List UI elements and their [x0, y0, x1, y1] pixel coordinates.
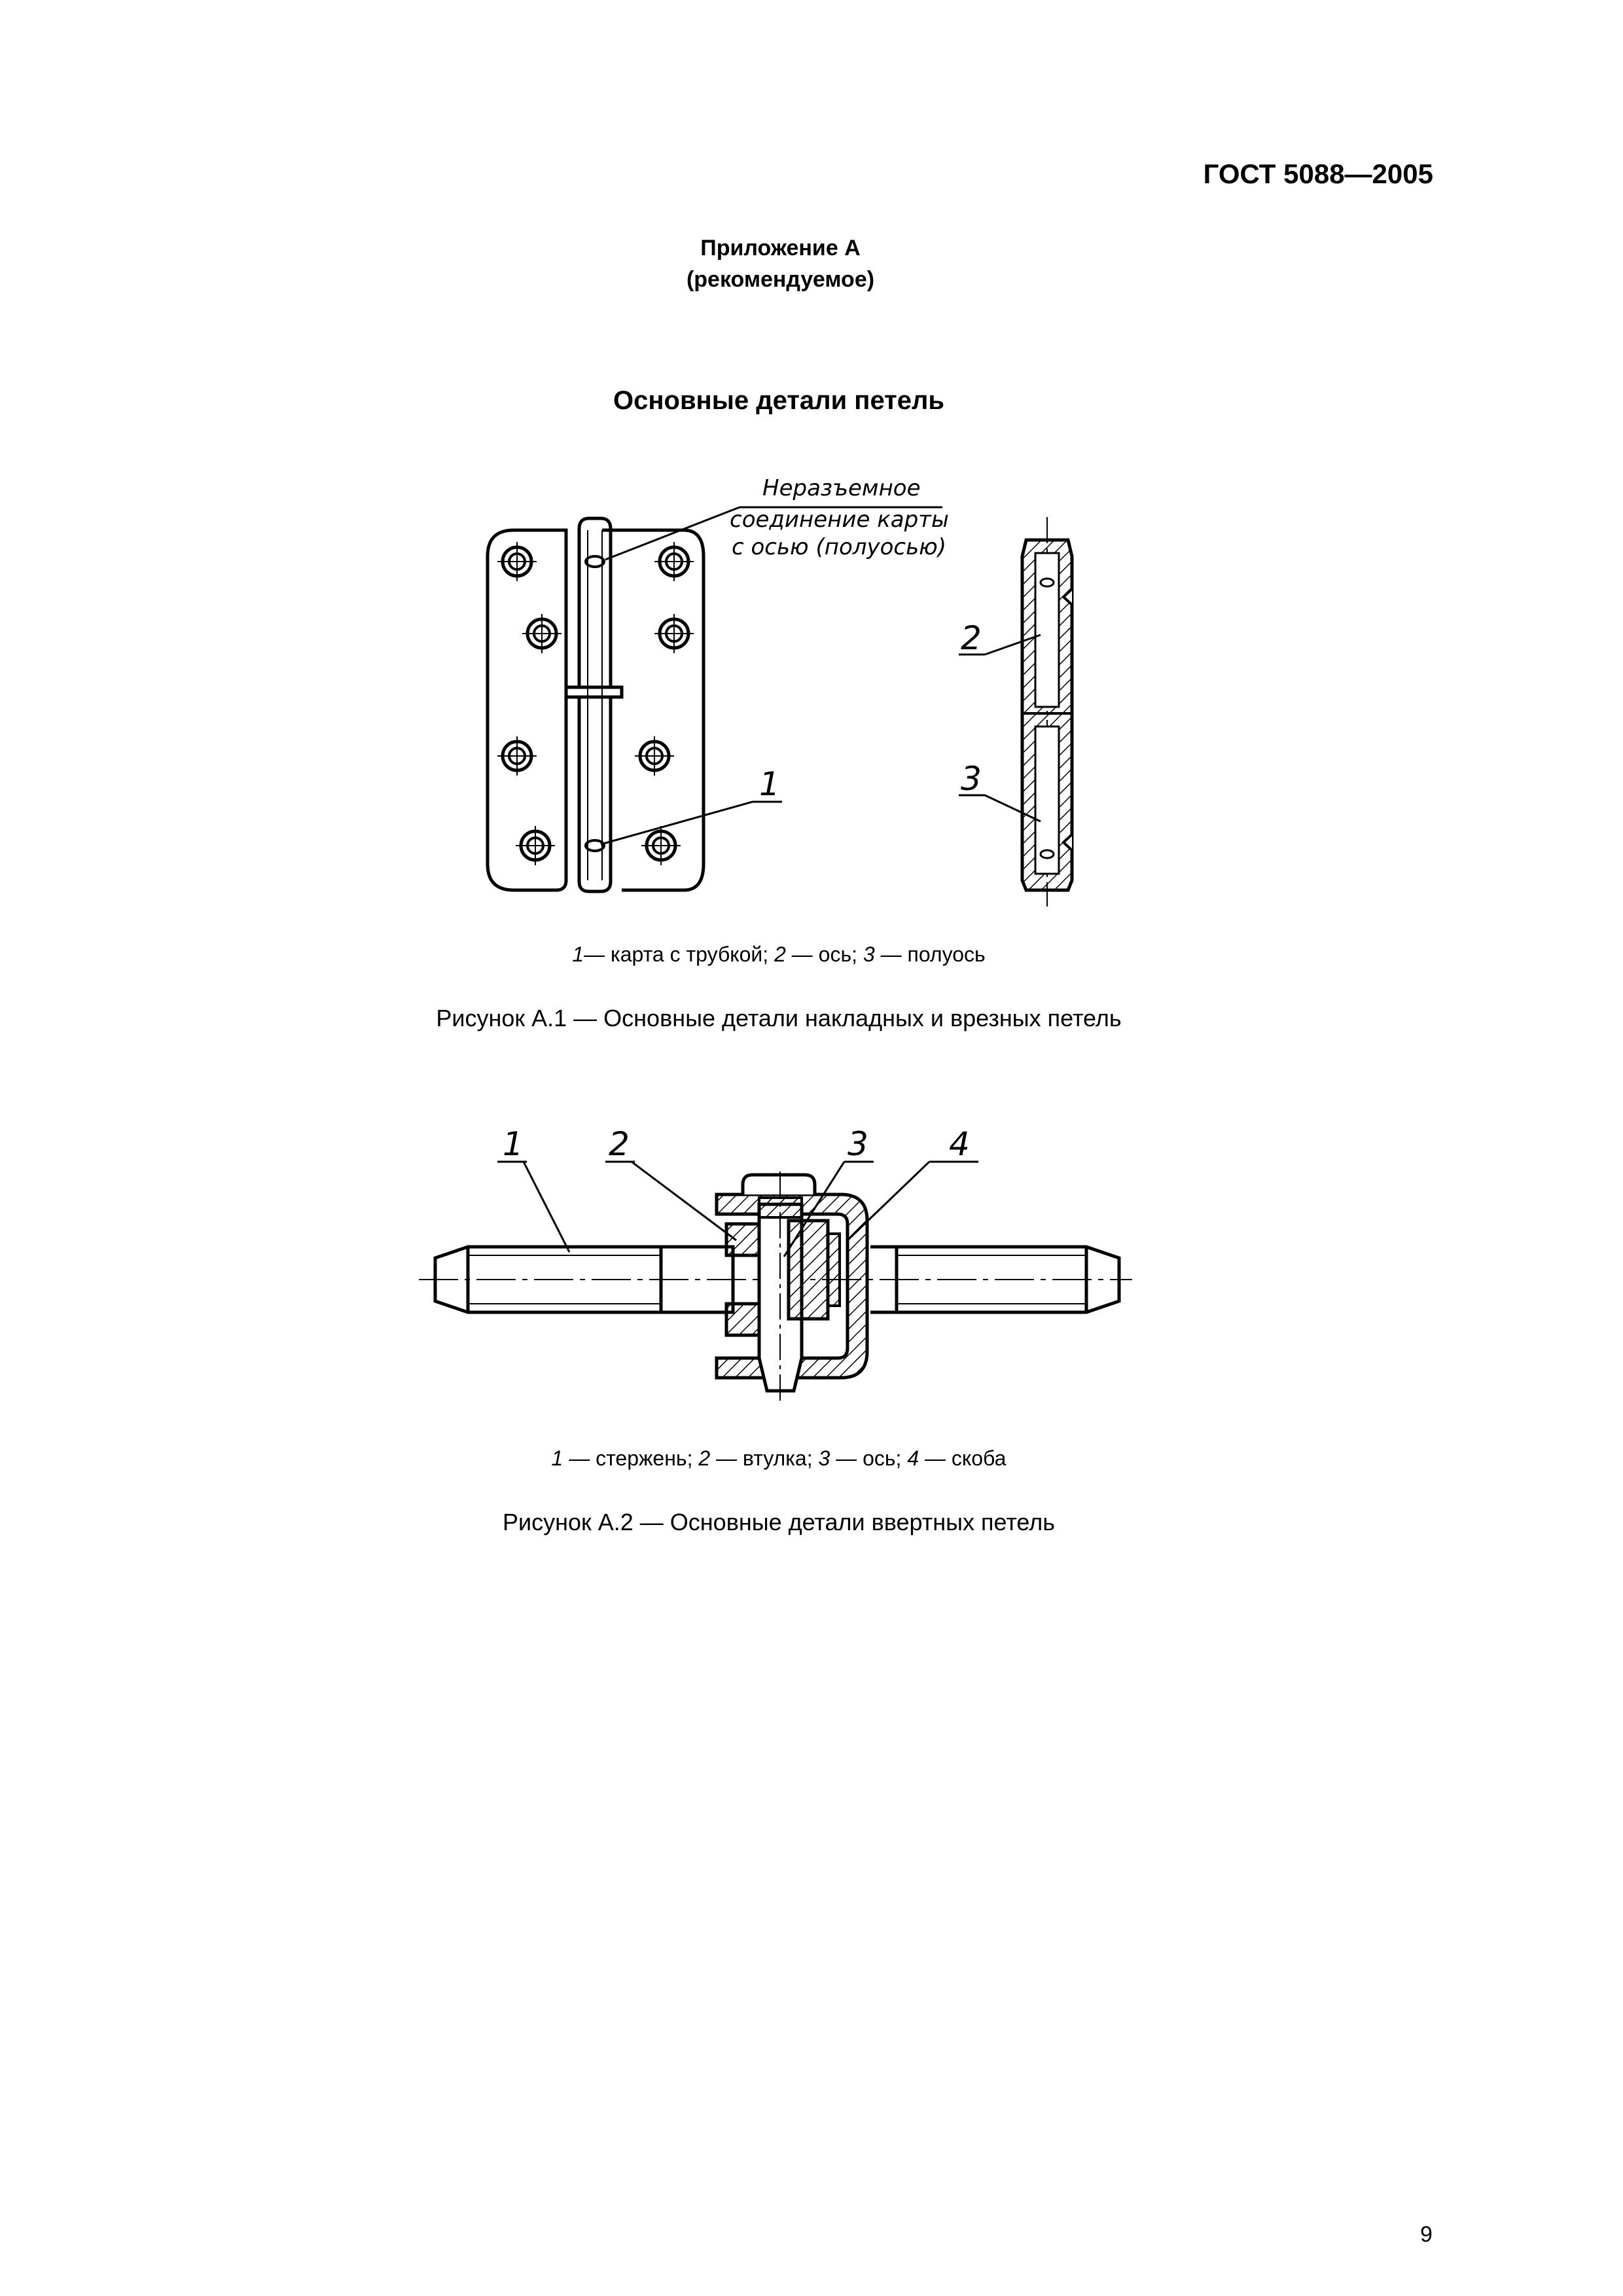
note-line-3: с осью (полуосью)	[732, 534, 947, 560]
legend-text: — втулка;	[710, 1446, 819, 1470]
legend-number: 3	[863, 942, 875, 966]
bushing-lower	[726, 1304, 759, 1335]
figure1-callout-3: 3	[961, 760, 982, 798]
legend-number: 1	[551, 1446, 563, 1470]
legend-number: 3	[818, 1446, 830, 1470]
legend-number: 2	[698, 1446, 711, 1470]
legend-number: 4	[907, 1446, 919, 1470]
figure2-callout-2: 2	[609, 1125, 630, 1163]
page-number: 9	[1420, 2222, 1433, 2247]
appendix-title: Приложение А	[700, 236, 861, 260]
appendix-status: (рекомендуемое)	[686, 267, 875, 292]
figure2-callout-3: 3	[847, 1125, 868, 1163]
figure1-callout-1: 1	[759, 765, 780, 803]
legend-text: — ось;	[830, 1446, 908, 1470]
legend-text: — карта с трубкой;	[584, 942, 775, 966]
figure2-legend	[0, 1446, 1558, 1471]
figure1-callout-2: 2	[961, 619, 982, 657]
figure1-caption: Рисунок А.1 — Основные детали накладных и врезных петель	[436, 1005, 1122, 1031]
note-line-2: соединение карты	[730, 507, 949, 533]
legend-text: — полуось	[874, 942, 986, 966]
legend-number: 2	[774, 942, 786, 966]
figure2-callout-4: 4	[949, 1125, 970, 1163]
section-title: Основные детали петель	[613, 386, 944, 415]
legend-text: — скоба	[919, 1446, 1007, 1470]
figure2-caption: Рисунок А.2 — Основные детали ввертных петель	[502, 1509, 1055, 1535]
figure2-callout-1: 1	[503, 1125, 524, 1163]
bushing-upper	[726, 1224, 759, 1255]
standard-number: ГОСТ 5088—2005	[1203, 158, 1433, 189]
legend-text: — стержень;	[563, 1446, 699, 1470]
note-line-1: Неразъемное	[762, 475, 921, 501]
legend-number: 1	[572, 942, 584, 966]
legend-text: — ось;	[785, 942, 863, 966]
